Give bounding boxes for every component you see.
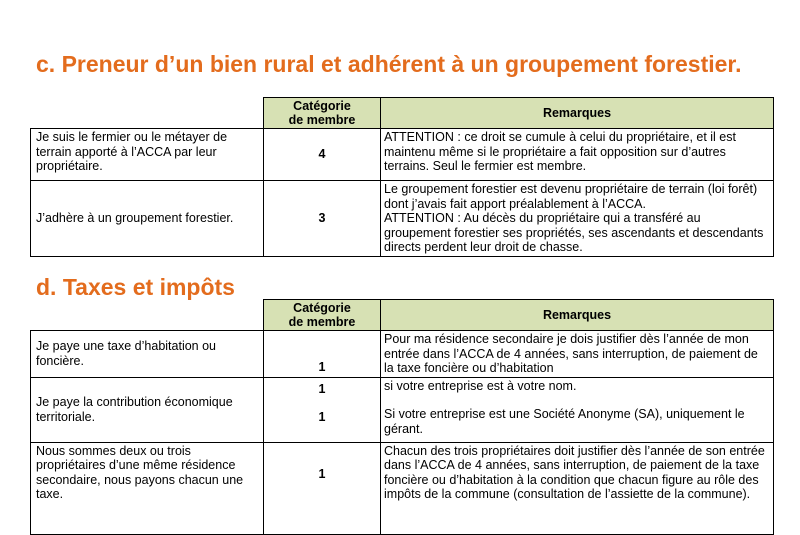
table-row [31, 181, 774, 257]
category-cell: 1 [264, 442, 381, 534]
table-header-row [31, 98, 774, 129]
category-cell: 3 [264, 181, 381, 257]
question-cell: Je paye la contribution économique territoriale. [31, 377, 264, 442]
header-category-line2: de membre [288, 315, 356, 329]
section-d-title: d. Taxes et impôts [36, 274, 235, 300]
table-row [31, 129, 774, 181]
table-header-row [31, 300, 774, 331]
remark-cell: Chacun des trois propriétaires doit justifier dès l’année de son entrée dans l’ACCA de 4 années, sans interruption, de paiement de la taxe foncière ou d’habitation à la condition que chacun figure au rôle des impôts de la commune (consultation de l’assiette de la commune). [381, 442, 774, 534]
category-value: 1 [318, 381, 326, 396]
header-empty-cell [31, 300, 264, 331]
header-category [264, 300, 381, 331]
category-cell [264, 377, 381, 442]
section-c-table [30, 97, 774, 257]
header-category-line1: Catégorie [293, 301, 351, 315]
remark-cell: ATTENTION : ce droit se cumule à celui du propriétaire, et il est maintenu même si le propriétaire a fait opposition sur d’autres terrains. Seul le fermier est membre. [381, 129, 774, 181]
remark-cell [381, 377, 774, 442]
question-cell: J’adhère à un groupement forestier. [31, 181, 264, 257]
question-cell: Je suis le fermier ou le métayer de terrain apporté à l’ACCA par leur propriétaire. [31, 129, 264, 181]
question-cell: Je paye une taxe d’habitation ou foncière. [31, 331, 264, 378]
header-category [264, 98, 381, 129]
section-c-title: c. Preneur d’un bien rural et adhérent à un groupement forestier. [36, 51, 742, 77]
remark-paragraph: Le groupement forestier est devenu propriétaire de terrain (loi forêt) dont j’avais fait apport préalablement à l’ACCA. [384, 182, 758, 211]
remark-paragraph: si votre entreprise est à votre nom. [384, 378, 577, 393]
category-value: 1 [318, 410, 326, 424]
question-cell: Nous sommes deux ou trois propriétaires d’une même résidence secondaire, nous payons chacun une taxe. [31, 442, 264, 534]
remark-paragraph: Si votre entreprise est une Société Anonyme (SA), uniquement le gérant. [384, 407, 745, 436]
header-category-line1: Catégorie [293, 99, 351, 113]
remark-paragraph: ATTENTION : Au décès du propriétaire qui a transféré au groupement forestier ses propriétés, ses ascendants et descendants directs perdent leur droit de chasse. [384, 211, 764, 254]
category-cell: 4 [264, 129, 381, 181]
category-cell: 1 [264, 331, 381, 378]
section-d-table [30, 299, 774, 535]
header-remarks: Remarques [381, 300, 774, 331]
remark-cell: Pour ma résidence secondaire je dois justifier dès l’année de mon entrée dans l’ACCA de 4 années, sans interruption, de paiement de la taxe foncière ou d’habitation [381, 331, 774, 378]
table-row [31, 377, 774, 442]
header-empty-cell [31, 98, 264, 129]
table-row [31, 442, 774, 534]
remark-cell [381, 181, 774, 257]
header-category-line2: de membre [288, 113, 356, 127]
header-remarks: Remarques [381, 98, 774, 129]
table-row [31, 331, 774, 378]
